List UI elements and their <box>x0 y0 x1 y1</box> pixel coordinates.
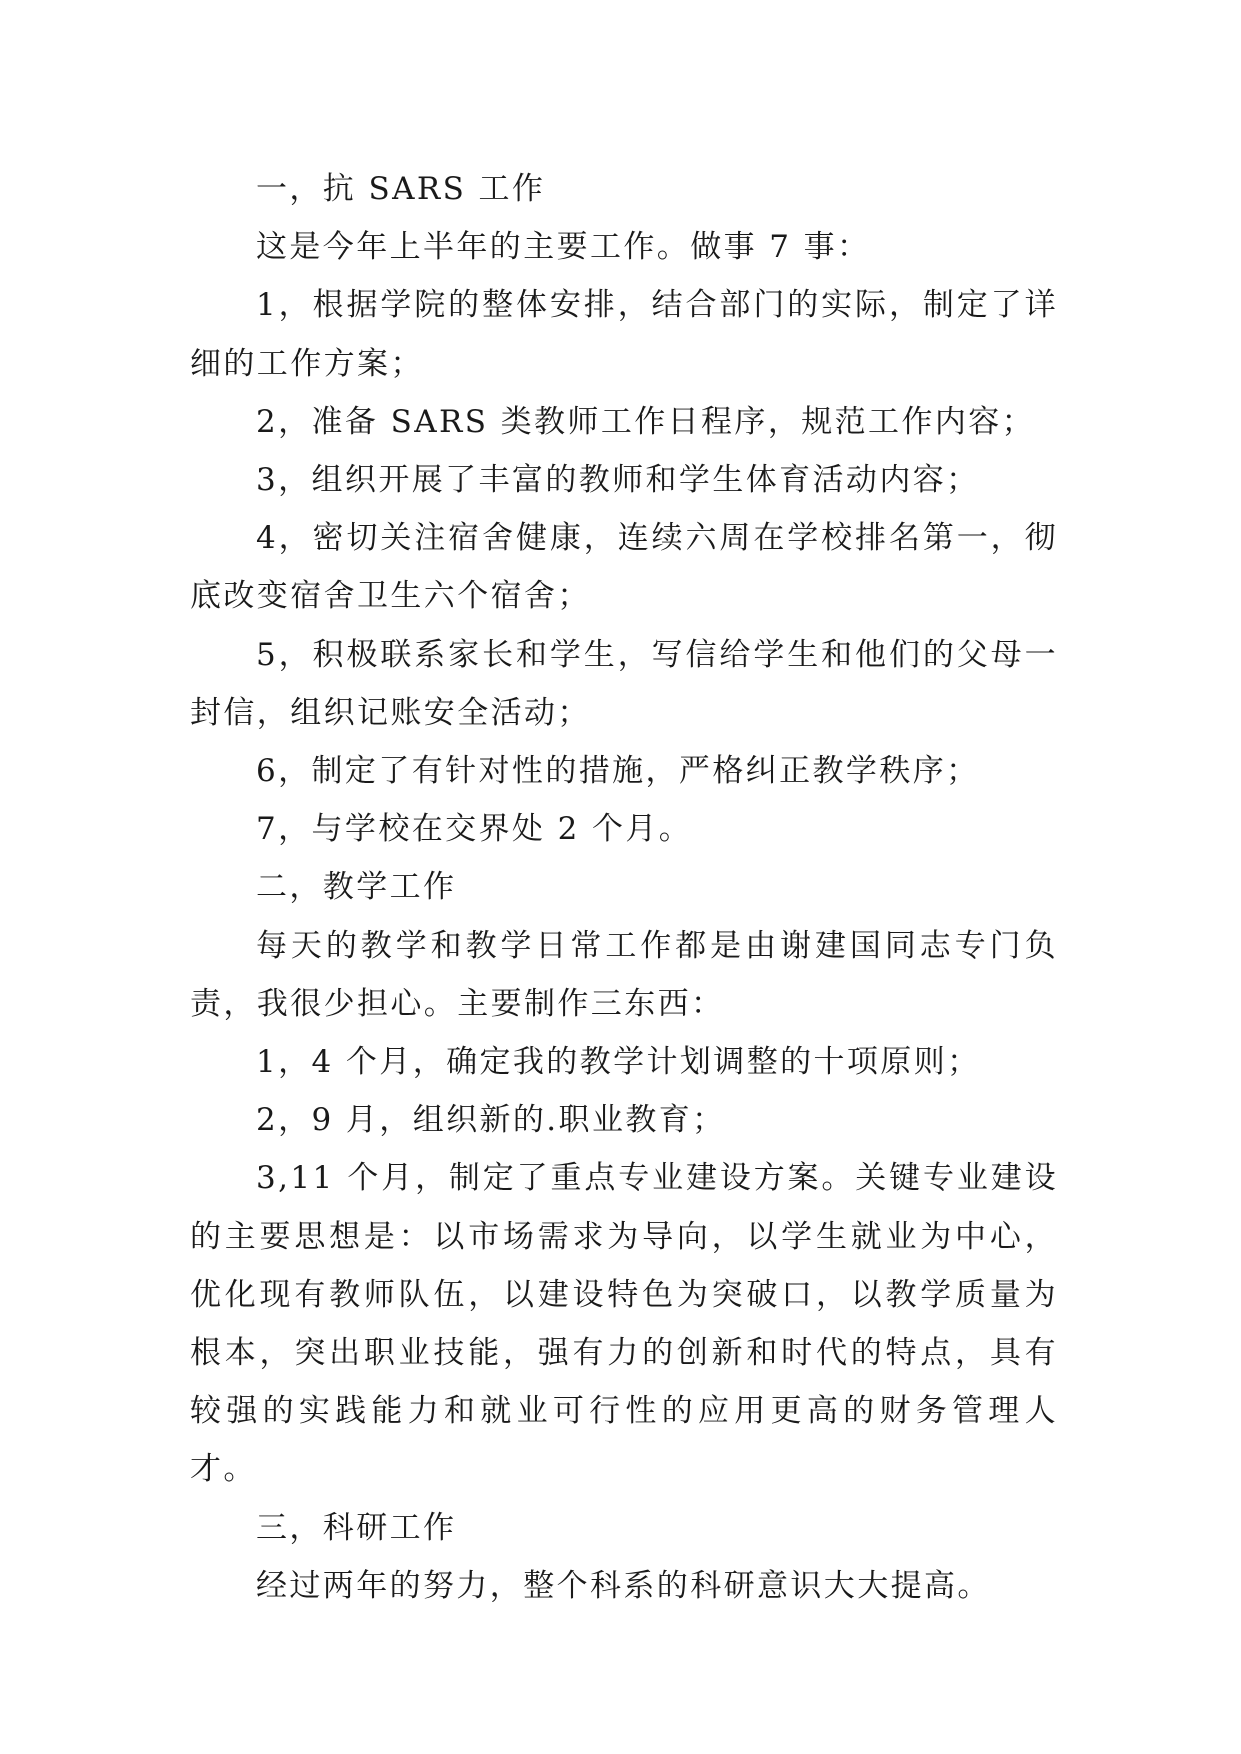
section-heading-anti-sars: 一，抗 SARS 工作 <box>256 171 546 207</box>
list-item-sars-5: 5，积极联系家长和学生，写信给学生和他们的父母一封信，组织记账安全活动； <box>190 636 1058 731</box>
paragraph-research: 经过两年的努力，整个科系的科研意识大大提高。 <box>256 1567 991 1604</box>
document-body <box>190 160 1058 1615</box>
list-item-teaching-1: 1，4 个月，确定我的教学计划调整的十项原则； <box>256 1044 981 1081</box>
list-item-sars-3: 3，组织开展了丰富的教师和学生体育活动内容； <box>256 462 980 499</box>
list-item-sars-7: 7，与学校在交界处 2 个月。 <box>256 811 693 848</box>
section-heading-research: 三，科研工作 <box>256 1509 457 1546</box>
paragraph-intro-sars: 这是今年上半年的主要工作。做事 7 事： <box>256 229 871 266</box>
list-item-teaching-3: 3,11 个月，制定了重点专业建设方案。关键专业建设的主要思想是：以市场需求为导向，以学生就业为中心，优化现有教师队伍，以建设特色为突破口，以教学质量为根本，突出职业技能，强有力的创新和时代的特点，具有较强的实践能力和就业可行性的应用更高的财务管理人才。 <box>190 1160 1058 1488</box>
list-item-sars-6: 6，制定了有针对性的措施，严格纠正教学秩序； <box>256 753 980 790</box>
list-item-teaching-2: 2，9 月，组织新的.职业教育； <box>256 1102 726 1139</box>
list-item-sars-4: 4，密切关注宿舍健康，连续六周在学校排名第一，彻底改变宿舍卫生六个宿舍； <box>190 520 1058 615</box>
section-heading-teaching: 二，教学工作 <box>256 869 457 906</box>
list-item-sars-2: 2，准备 SARS 类教师工作日程序，规范工作内容； <box>256 403 1036 440</box>
list-item-sars-1: 1，根据学院的整体安排，结合部门的实际，制定了详细的工作方案； <box>190 287 1058 382</box>
paragraph-intro-teaching: 每天的教学和教学日常工作都是由谢建国同志专门负责，我很少担心。主要制作三东西： <box>190 927 1058 1022</box>
